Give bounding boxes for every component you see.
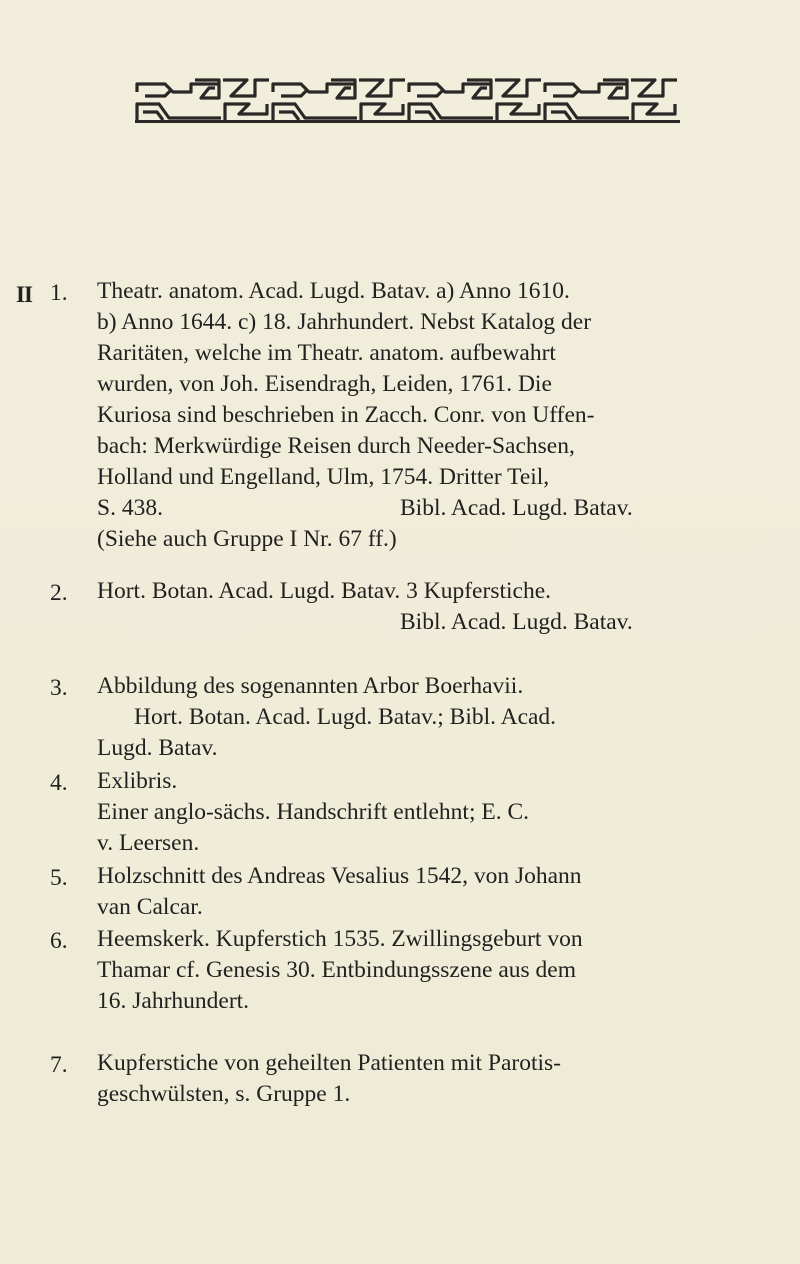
entry-text-line: bach: Merkwürdige Reisen durch Needer-Sachsen, (97, 433, 575, 459)
entry-text-line: Exlibris. (97, 768, 178, 794)
entry-text-line: Abbildung des sogenannten Arbor Boerhavii. (97, 673, 524, 699)
entry-text-line: Thamar cf. Genesis 30. Entbindungsszene aus dem (97, 957, 577, 983)
entry-text-line: Holzschnitt des Andreas Vesalius 1542, von Johann (97, 863, 582, 889)
entry-text-line: Heemskerk. Kupferstich 1535. Zwillingsgeburt von (97, 926, 583, 952)
entry-number: 7. (50, 1052, 68, 1078)
section-marker: II (16, 282, 32, 307)
entry-text-line: Hort. Botan. Acad. Lugd. Batav. 3 Kupferstiche. (97, 578, 552, 604)
entry-text-line: wurden, von Joh. Eisendragh, Leiden, 1761. Die (97, 371, 552, 397)
entry-text-line: Einer anglo-sächs. Handschrift entlehnt; E. C. (97, 799, 530, 825)
entry-text-line: (Siehe auch Gruppe I Nr. 67 ff.) (97, 526, 397, 552)
entry-number: 4. (50, 770, 68, 796)
entry-text-line: Kuriosa sind beschrieben in Zacch. Conr. von Uffen- (97, 402, 595, 428)
entry-text-line: van Calcar. (97, 894, 203, 920)
entry-text-line: Hort. Botan. Acad. Lugd. Batav.; Bibl. Acad. (134, 704, 557, 730)
greek-key-ornament-icon (135, 78, 680, 124)
entry-text-line: S. 438. (97, 495, 163, 521)
entry-number: 3. (50, 675, 68, 701)
entry-text-line: Lugd. Batav. (97, 735, 218, 761)
entry-text-line: Raritäten, welche im Theatr. anatom. aufbewahrt (97, 340, 556, 366)
entry-text-line: b) Anno 1644. c) 18. Jahrhundert. Nebst Katalog der (97, 309, 592, 335)
entry-number: 2. (50, 580, 68, 606)
entry-text-line: geschwülsten, s. Gruppe 1. (97, 1081, 351, 1107)
entry-number: 5. (50, 865, 68, 891)
entry-number: 6. (50, 928, 68, 954)
entry-text-line: v. Leersen. (97, 830, 200, 856)
entry-text-line: Bibl. Acad. Lugd. Batav. (400, 609, 633, 635)
entry-number: 1. (50, 280, 68, 306)
entry-text-line: Theatr. anatom. Acad. Lugd. Batav. a) Anno 1610. (97, 278, 570, 304)
entry-text-line: Holland und Engelland, Ulm, 1754. Dritter Teil, (97, 464, 550, 490)
entry-text-line: Kupferstiche von geheilten Patienten mit Parotis- (97, 1050, 562, 1076)
entry-text-line: 16. Jahrhundert. (97, 988, 250, 1014)
entry-text-line: Bibl. Acad. Lugd. Batav. (400, 495, 633, 521)
